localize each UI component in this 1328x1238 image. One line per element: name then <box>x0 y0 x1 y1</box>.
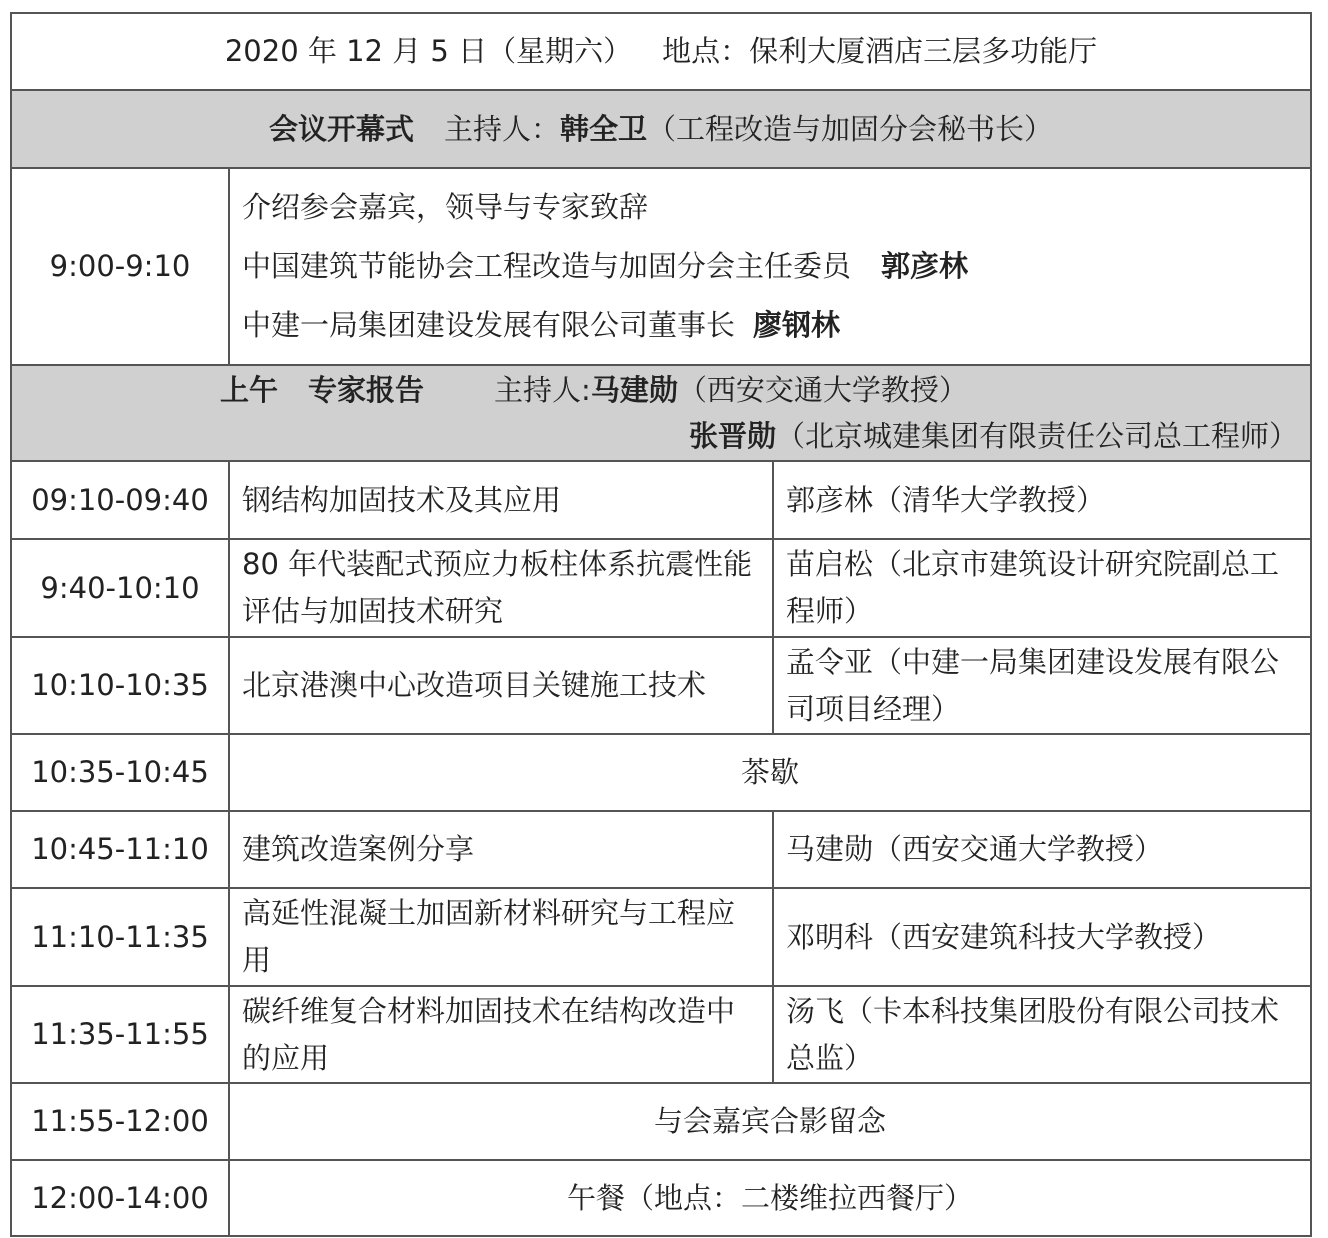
session-speaker: 汤飞（卡本科技集团股份有限公司技术总监） <box>773 986 1311 1083</box>
opening-time: 9:00-9:10 <box>11 168 229 365</box>
session-row <box>11 888 1311 986</box>
break-row <box>11 1083 1311 1160</box>
break-label: 与会嘉宾合影留念 <box>229 1083 1311 1160</box>
opening-host-label: 主持人： <box>443 111 560 146</box>
session-speaker: 郭彦林（清华大学教授） <box>773 461 1311 539</box>
morning-section-cell <box>11 365 1311 461</box>
meeting-venue: 地点：保利大厦酒店三层多功能厅 <box>662 34 1098 68</box>
session-topic: 高延性混凝土加固新材料研究与工程应用 <box>229 888 773 986</box>
break-label: 茶歇 <box>229 734 1311 811</box>
session-speaker: 孟令亚（中建一局集团建设发展有限公司项目经理） <box>773 637 1311 734</box>
opening-content-row <box>11 168 1311 365</box>
break-label: 午餐（地点：二楼维拉西餐厅） <box>229 1160 1311 1236</box>
opening-line-3-text: 中建一局集团建设发展有限公司董事长 <box>242 308 736 342</box>
opening-line-1: 介绍参会嘉宾，领导与专家致辞 <box>242 190 649 224</box>
session-topic: 80 年代装配式预应力板柱体系抗震性能评估与加固技术研究 <box>229 539 773 637</box>
morning-host-line-2 <box>24 413 1298 459</box>
session-time: 10:10-10:35 <box>11 637 229 734</box>
meeting-date: 2020 年 12 月 5 日（星期六） <box>224 34 633 68</box>
opening-line-3-name: 廖钢林 <box>753 308 841 342</box>
morning-host2-name: 张晋勋 <box>688 419 776 453</box>
header-row <box>11 13 1311 90</box>
session-row <box>11 986 1311 1083</box>
agenda-table <box>10 12 1312 1237</box>
session-time: 09:10-09:40 <box>11 461 229 539</box>
header-cell <box>11 13 1311 90</box>
session-time: 9:40-10:10 <box>11 539 229 637</box>
break-time: 10:35-10:45 <box>11 734 229 811</box>
morning-label: 上午 <box>220 373 279 407</box>
session-speaker: 马建勋（西安交通大学教授） <box>773 811 1311 888</box>
session-speaker: 苗启松（北京市建筑设计研究院副总工程师） <box>773 539 1311 637</box>
session-time: 10:45-11:10 <box>11 811 229 888</box>
opening-title: 会议开幕式 <box>268 111 414 146</box>
morning-host1-title: （西安交通大学教授） <box>677 373 968 407</box>
morning-section-row <box>11 365 1311 461</box>
morning-title: 专家报告 <box>308 373 425 407</box>
opening-line-2-name: 郭彦林 <box>881 249 969 283</box>
break-row <box>11 734 1311 811</box>
opening-section-cell <box>11 90 1311 168</box>
morning-host-label: 主持人: <box>494 373 591 407</box>
session-time: 11:35-11:55 <box>11 986 229 1083</box>
break-row <box>11 1160 1311 1236</box>
session-topic: 北京港澳中心改造项目关键施工技术 <box>229 637 773 734</box>
session-topic: 钢结构加固技术及其应用 <box>229 461 773 539</box>
session-speaker: 邓明科（西安建筑科技大学教授） <box>773 888 1311 986</box>
session-row <box>11 637 1311 734</box>
morning-host-line-1 <box>24 367 1298 413</box>
break-time: 11:55-12:00 <box>11 1083 229 1160</box>
morning-host1-name: 马建勋 <box>590 373 678 407</box>
break-time: 12:00-14:00 <box>11 1160 229 1236</box>
opening-content-cell <box>229 168 1311 365</box>
session-topic: 碳纤维复合材料加固技术在结构改造中的应用 <box>229 986 773 1083</box>
opening-line-3 <box>242 296 1298 355</box>
session-row <box>11 539 1311 637</box>
opening-host-name: 韩全卫 <box>560 111 648 146</box>
opening-section-row <box>11 90 1311 168</box>
morning-host2-title: （北京城建集团有限责任公司总工程师） <box>775 419 1298 453</box>
session-time: 11:10-11:35 <box>11 888 229 986</box>
opening-line-2-text: 中国建筑节能协会工程改造与加固分会主任委员 <box>242 249 852 283</box>
session-row <box>11 461 1311 539</box>
session-topic: 建筑改造案例分享 <box>229 811 773 888</box>
session-row <box>11 811 1311 888</box>
opening-host-title: （工程改造与加固分会秘书长） <box>647 111 1054 146</box>
opening-line-2 <box>242 237 1298 296</box>
